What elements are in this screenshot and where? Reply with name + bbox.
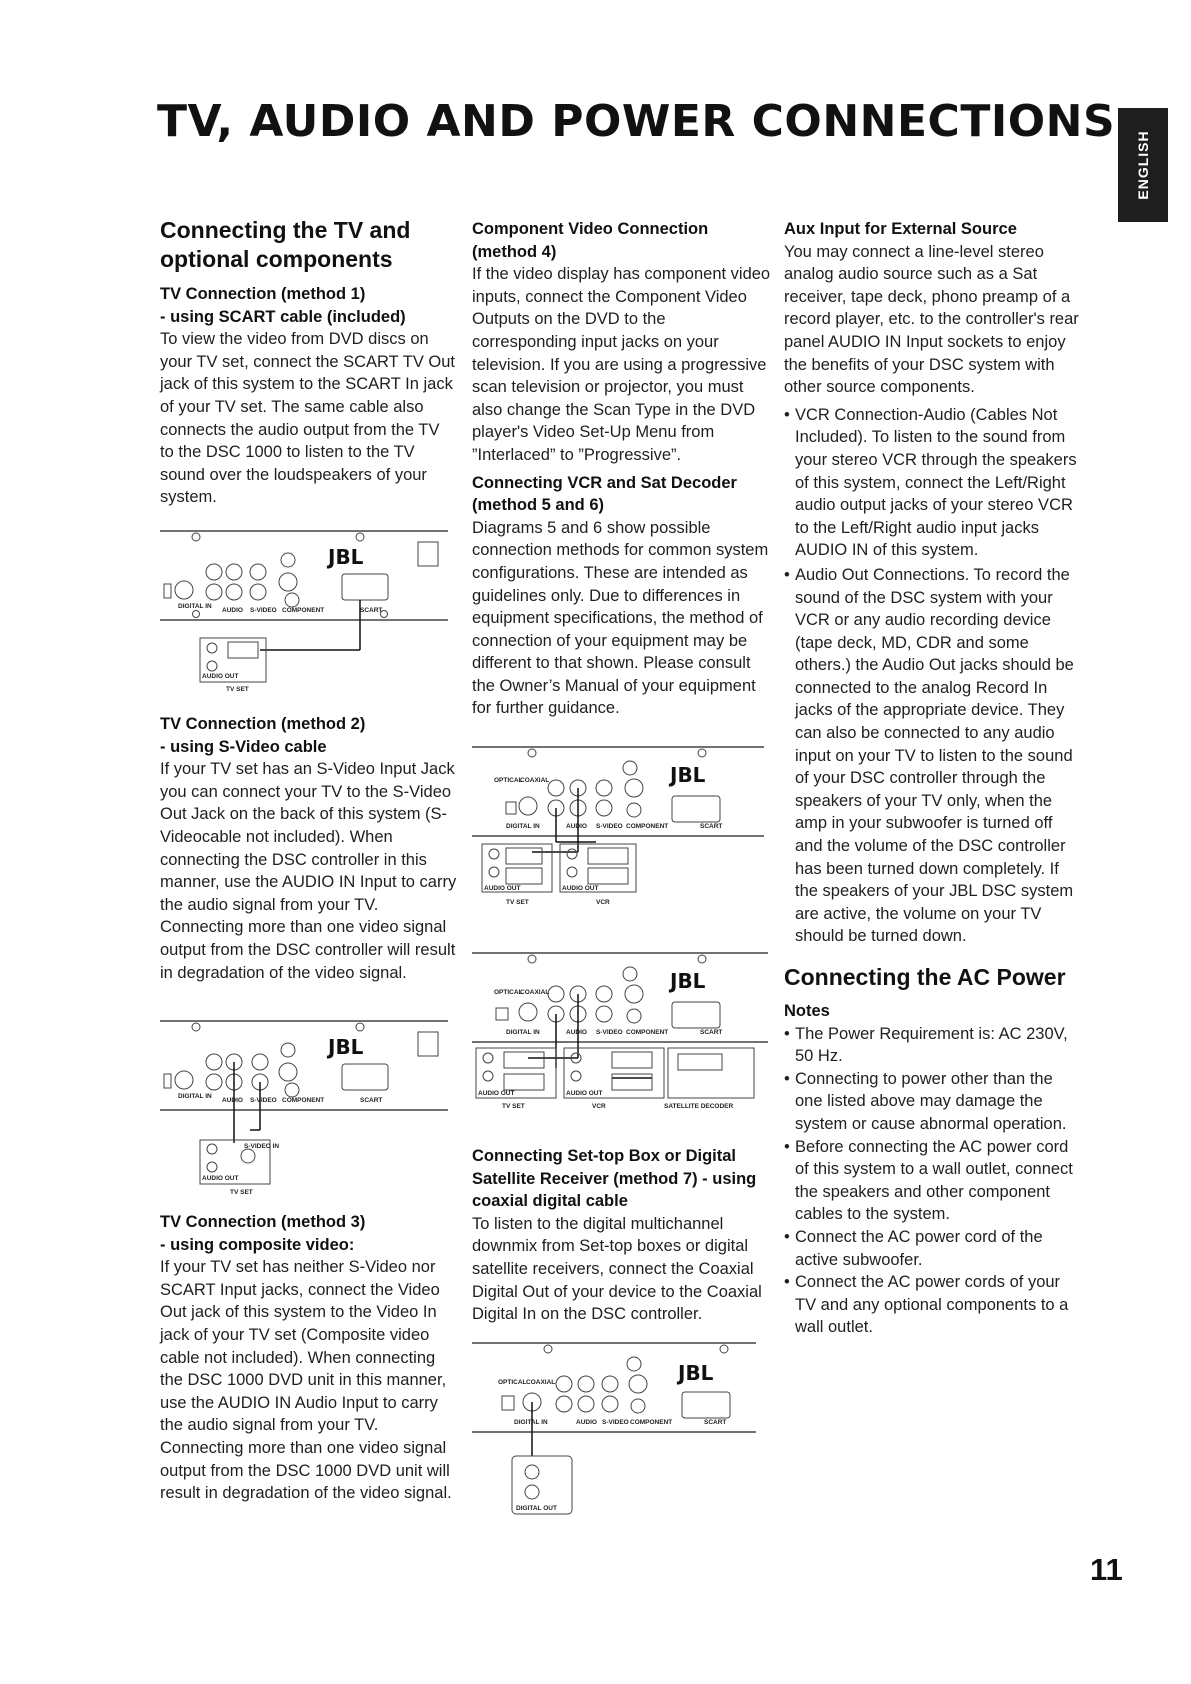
svg-text:VCR: VCR xyxy=(592,1103,606,1110)
svg-text:TV SET: TV SET xyxy=(226,686,249,693)
method4-heading: Component Video Connection (method 4) xyxy=(472,220,709,261)
ac-power-heading: Connecting the AC Power xyxy=(784,964,1066,990)
svg-text:SCART: SCART xyxy=(700,1029,723,1036)
diagram-vcr-satellite-svg xyxy=(472,950,772,1120)
svg-text:COMPONENT: COMPONENT xyxy=(282,607,325,614)
svg-text:S-VIDEO: S-VIDEO xyxy=(250,607,277,614)
note-item: • Before connecting the AC power cord of this system to a wall outlet, connect the speakers and other component cables to the system. xyxy=(784,1136,1080,1226)
svg-text:S-VIDEO: S-VIDEO xyxy=(596,1029,623,1036)
svg-text:SCART: SCART xyxy=(704,1419,727,1426)
method3-text: If your TV set has neither S-Video nor SCART Input jacks, connect the Video Out jack of this system to the Video In jack of your TV set (Composite video cable not included). When connecting the DSC 1000 DVD unit in this manner, use the AUDIO IN Audio Input to carry the audio signal from your TV. Connecting more than one video signal output from the DSC 1000 DVD unit will result in degradation of the video signal. xyxy=(160,1258,452,1503)
svg-text:OPTICAL: OPTICAL xyxy=(498,1379,527,1386)
svg-text:TV SET: TV SET xyxy=(502,1103,525,1110)
svg-text:S-VIDEO: S-VIDEO xyxy=(596,823,623,830)
method7-text: To listen to the digital multichannel downmix from Set-top boxes or digital satellite receivers, connect the Coaxial Digital Out of your device to the Coaxial Digital In on the DSC controller. xyxy=(472,1214,762,1324)
svg-text:DIGITAL IN: DIGITAL IN xyxy=(514,1419,548,1426)
svg-text:AUDIO: AUDIO xyxy=(576,1419,597,1426)
note-item: • The Power Requirement is: AC 230V, 50 Hz. xyxy=(784,1023,1080,1068)
svg-text:AUDIO OUT: AUDIO OUT xyxy=(562,885,599,892)
method2-heading: TV Connection (method 2) - using S-Video cable xyxy=(160,715,366,756)
method3-heading: TV Connection (method 3) - using composite video: xyxy=(160,1213,366,1254)
column-1-bottom xyxy=(160,1211,457,1505)
svg-text:COAXIAL: COAXIAL xyxy=(526,1379,556,1386)
aux-bullet-vcr: • VCR Connection-Audio (Cables Not Included). To listen to the sound from your stereo VCR through the speakers of this system, connect the Left/Right audio output jacks of your stereo VCR to the Left/Right audio input jacks AUDIO IN of this system. xyxy=(784,404,1080,562)
aux-heading: Aux Input for External Source xyxy=(784,220,1017,238)
section-heading-tv: Connecting the TV and optional components xyxy=(160,217,411,272)
svg-text:SATELLITE DECODER: SATELLITE DECODER xyxy=(664,1103,734,1110)
svg-text:SCART: SCART xyxy=(360,1097,383,1104)
svg-text:SCART: SCART xyxy=(360,607,383,614)
svg-text:S-VIDEO IN: S-VIDEO IN xyxy=(244,1143,280,1150)
svg-text:DIGITAL IN: DIGITAL IN xyxy=(506,823,540,830)
method2-text: If your TV set has an S-Video Input Jack you can connect your TV to the S-Video Out Jack on the back of this system (S-Videocable not included). When connecting the DSC controller in this manner, use the AUDIO IN Input to carry the audio signal from your TV. Connecting more than one video signal output from the DSC controller will result in degradation of the video signal. xyxy=(160,760,457,982)
diagram-scart-connection xyxy=(160,528,448,696)
notes-heading: Notes xyxy=(784,1002,830,1020)
svg-text:AUDIO OUT: AUDIO OUT xyxy=(484,885,521,892)
method7-heading: Connecting Set-top Box or Digital Satellite Receiver (method 7) - using coaxial digital cable xyxy=(472,1147,757,1211)
note-item: • Connect the AC power cords of your TV and any optional components to a wall outlet. xyxy=(784,1271,1080,1339)
svg-text:S-VIDEO: S-VIDEO xyxy=(250,1097,277,1104)
column-3 xyxy=(784,218,1080,1339)
svg-text:VCR: VCR xyxy=(596,899,610,906)
aux-text: You may connect a line-level stereo analog audio source such as a Sat receiver, tape deck, phono preamp of a record player, etc. to the controller's rear panel AUDIO IN Input sockets to enjoy the benefits of your DSC system with other source components. xyxy=(784,242,1079,397)
svg-text:COAXIAL: COAXIAL xyxy=(520,777,550,784)
svg-text:DIGITAL IN: DIGITAL IN xyxy=(178,603,212,610)
svg-text:OPTICAL: OPTICAL xyxy=(494,989,523,996)
svg-text:OPTICAL: OPTICAL xyxy=(494,777,523,784)
column-2-top xyxy=(472,218,772,720)
svg-text:S-VIDEO: S-VIDEO xyxy=(602,1419,629,1426)
svg-text:JBL: JBL xyxy=(328,1035,364,1059)
svg-text:JBL: JBL xyxy=(670,763,706,787)
svg-text:SCART: SCART xyxy=(700,823,723,830)
svg-text:AUDIO OUT: AUDIO OUT xyxy=(566,1090,603,1097)
aux-bullet-audio-out: • Audio Out Connections. To record the sound of the DSC system with your VCR or any audio recording device (tape deck, MD, CDR and some others.) the Audio Out jacks should be connected to the analog Record In jacks of the appropriate device. They can also be connected to any audio input on your TV to listen to the sound of your DSC controller through the speakers of your TV only, when the amp in your subwoofer is turned off and the volume of the DSC controller has been turned down completely. If the speakers of your JBL DSC system are active, the volume on your TV should be turned down. xyxy=(784,564,1080,948)
page-number: 11 xyxy=(1090,1552,1123,1587)
diagram-vcr-connection xyxy=(472,744,764,912)
diagram-scart-svg xyxy=(160,528,448,696)
column-1-top xyxy=(160,216,457,509)
page-title: TV, AUDIO AND POWER CONNECTIONS xyxy=(157,96,1116,147)
svg-text:AUDIO OUT: AUDIO OUT xyxy=(478,1090,515,1097)
svg-text:AUDIO: AUDIO xyxy=(222,1097,243,1104)
svg-text:AUDIO OUT: AUDIO OUT xyxy=(202,673,239,680)
svg-text:COMPONENT: COMPONENT xyxy=(630,1419,673,1426)
diagram-vcr-satellite-connection xyxy=(472,950,772,1120)
note-item: • Connect the AC power cord of the active subwoofer. xyxy=(784,1226,1080,1271)
language-tab-label: ENGLISH xyxy=(1135,130,1151,200)
svg-text:AUDIO: AUDIO xyxy=(566,1029,587,1036)
method1-heading: TV Connection (method 1) - using SCART cable (included) xyxy=(160,285,406,326)
svg-text:AUDIO: AUDIO xyxy=(222,607,243,614)
svg-text:COMPONENT: COMPONENT xyxy=(626,1029,669,1036)
notes-list xyxy=(784,1023,1080,1339)
diagram-digital-coaxial-svg xyxy=(472,1340,762,1518)
method56-heading: Connecting VCR and Sat Decoder (method 5 and 6) xyxy=(472,473,737,515)
svg-text:DIGITAL IN: DIGITAL IN xyxy=(178,1093,212,1100)
method4-text: If the video display has component video inputs, connect the Component Video Outputs on the DVD to the corresponding input jacks on your television. If you are using a progressive scan television or projector, you must also change the Scan Type in the DVD player's Video Set-Up Menu from ”Interlaced” to ”Progressive”. xyxy=(472,265,771,464)
note-item: • Connecting to power other than the one listed above may damage the system or cause abnormal operation. xyxy=(784,1068,1080,1136)
method56-text: Diagrams 5 and 6 show possible connection methods for common system configurations. These are intended as guidelines only. Due to differences in equipment specifications, the method of connection of your equipment may be different to that shown. Please consult the Owner’s Manual of your equipment for further guidance. xyxy=(472,518,769,718)
aux-bullets xyxy=(784,404,1080,948)
svg-text:JBL: JBL xyxy=(328,545,364,569)
language-tab xyxy=(1118,108,1168,222)
column-1-middle xyxy=(160,713,457,984)
diagram-svideo-svg xyxy=(160,1018,448,1196)
svg-text:AUDIO: AUDIO xyxy=(566,823,587,830)
svg-text:JBL: JBL xyxy=(670,969,706,993)
svg-text:COMPONENT: COMPONENT xyxy=(626,823,669,830)
svg-text:COMPONENT: COMPONENT xyxy=(282,1097,325,1104)
diagram-vcr-svg xyxy=(472,744,764,912)
method1-text: To view the video from DVD discs on your TV set, connect the SCART TV Out jack of this system to the SCART In jack of your TV set. The same cable also connects the audio output from the TV to the DSC 1000 to listen to the TV sound over the loudspeakers of your system. xyxy=(160,330,456,507)
svg-text:TV SET: TV SET xyxy=(506,899,529,906)
svg-text:AUDIO OUT: AUDIO OUT xyxy=(202,1175,239,1182)
diagram-svideo-connection xyxy=(160,1018,448,1196)
svg-text:JBL: JBL xyxy=(678,1361,714,1385)
svg-text:COAXIAL: COAXIAL xyxy=(520,989,550,996)
svg-text:DIGITAL IN: DIGITAL IN xyxy=(506,1029,540,1036)
diagram-digital-coaxial-connection xyxy=(472,1340,762,1518)
column-2-bottom xyxy=(472,1145,772,1326)
svg-text:TV SET: TV SET xyxy=(230,1189,253,1196)
svg-text:DIGITAL OUT: DIGITAL OUT xyxy=(516,1505,557,1512)
